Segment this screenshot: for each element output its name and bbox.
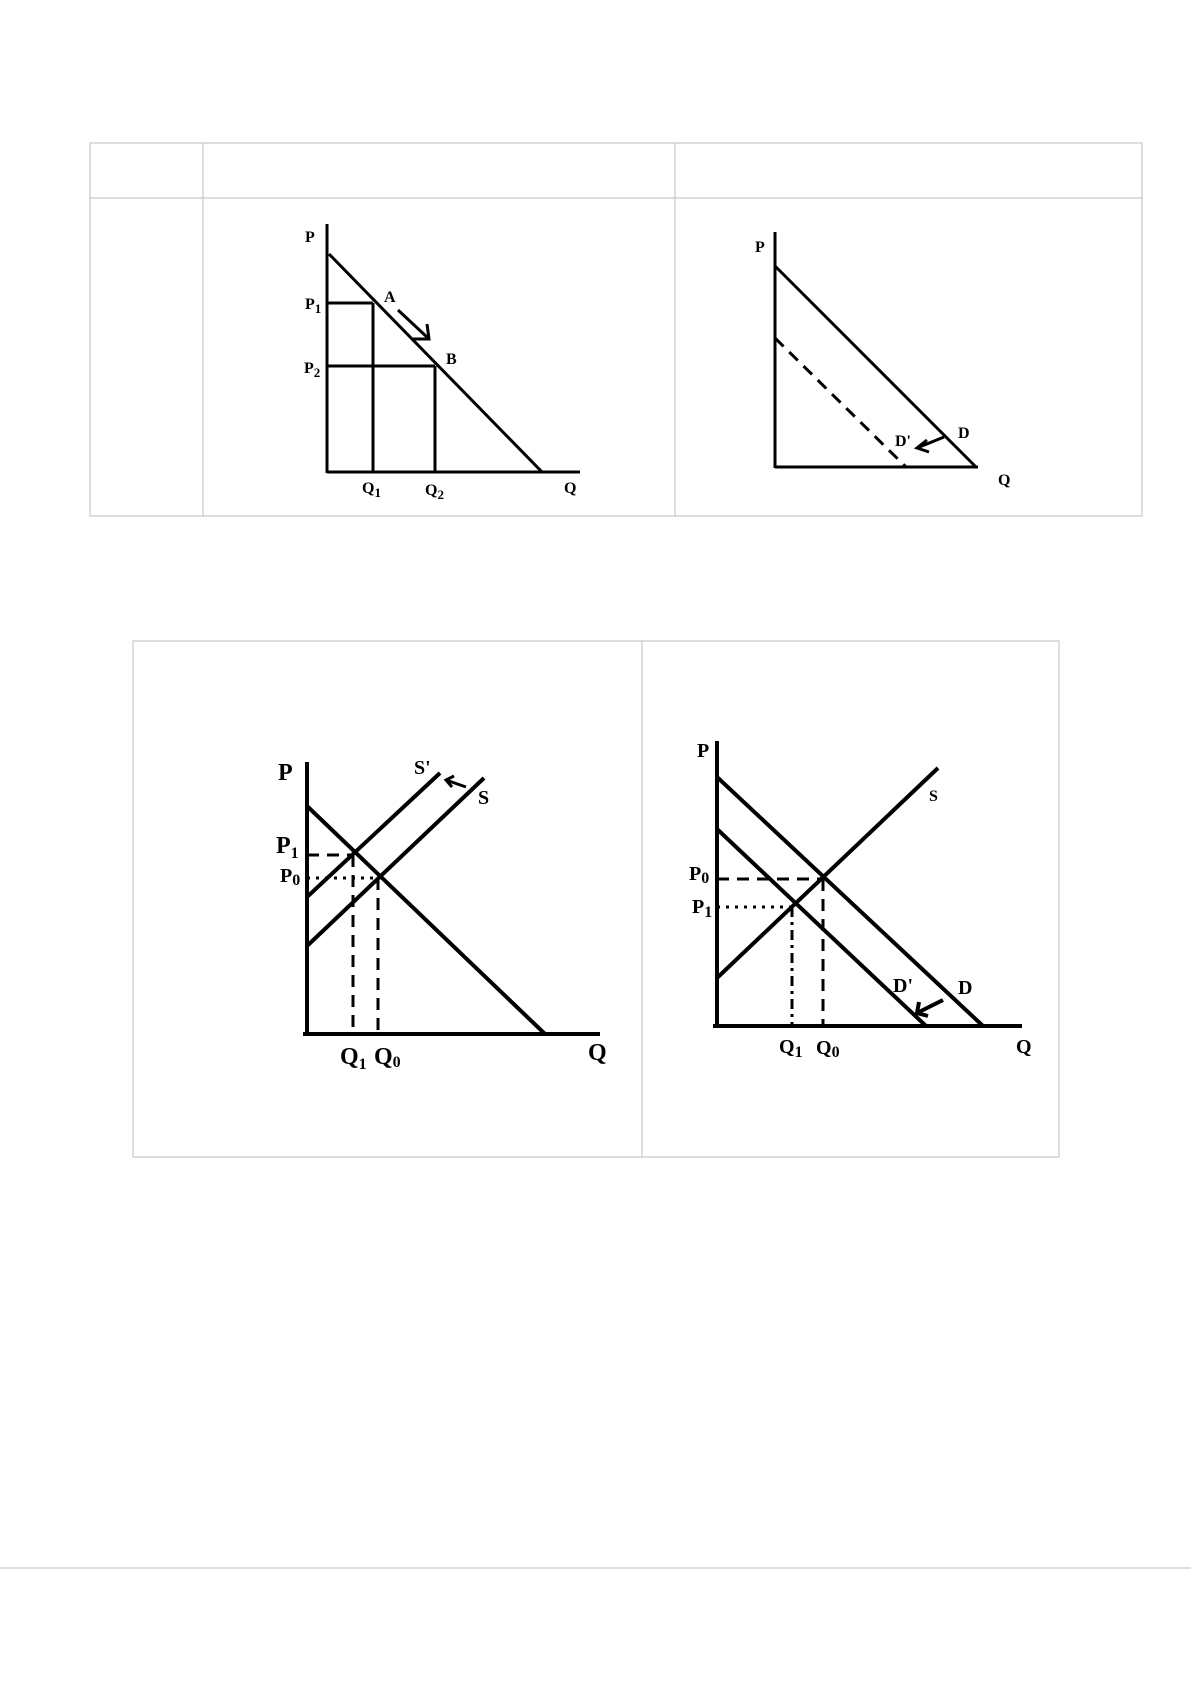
bottom-table-border	[133, 641, 1059, 1157]
shift-arrow	[917, 437, 944, 452]
s-prime-label: S'	[414, 757, 431, 779]
qty-1-label: $Q_1$	[340, 1044, 367, 1073]
x-axis-label: Q	[588, 1040, 607, 1066]
price-2-label: $P_2$	[304, 360, 321, 380]
diagram-demand-decrease-equilibrium	[689, 740, 1032, 1061]
price-1-label: $P_1$	[276, 833, 299, 862]
s-label: S	[929, 788, 938, 805]
diagram-movement-along-demand	[304, 224, 580, 502]
price-0-label: P0	[280, 865, 301, 889]
demand-curve	[307, 806, 545, 1034]
d-label: D	[958, 977, 973, 999]
y-axis-label: P	[278, 760, 293, 786]
qty-2-label: $Q_2$	[425, 482, 444, 502]
qty-1-label: $Q_1$	[779, 1036, 803, 1061]
shift-arrow	[446, 776, 466, 787]
s-label: S	[478, 787, 490, 809]
d-prime-label: D'	[895, 433, 911, 450]
diagram-supply-shift	[276, 757, 607, 1073]
supply-curve-s	[717, 768, 938, 978]
demand-curve-d-prime	[775, 338, 906, 467]
supply-curve-s	[307, 778, 484, 946]
bottom-table	[133, 641, 1059, 1157]
top-table	[90, 143, 1142, 516]
qty-1-label: $Q_1$	[362, 480, 381, 500]
y-axis-label: P	[697, 740, 710, 762]
y-axis-label: P	[755, 239, 765, 256]
d-label: D	[958, 425, 970, 442]
movement-arrow	[398, 310, 429, 339]
point-b-label: B	[446, 351, 457, 368]
y-axis-label: P	[305, 229, 315, 246]
qty-0-label: Q0	[374, 1044, 401, 1071]
price-0-label: P0	[689, 863, 710, 887]
x-axis-label: Q	[998, 472, 1011, 489]
x-axis-label: Q	[564, 480, 577, 497]
top-table-border	[90, 143, 1142, 516]
diagram-demand-shift	[755, 232, 1010, 489]
point-a-label: A	[384, 289, 396, 306]
x-axis-label: Q	[1016, 1036, 1032, 1058]
shift-arrow	[917, 1000, 943, 1016]
qty-0-label: Q0	[816, 1037, 840, 1061]
demand-curve-d	[717, 777, 983, 1026]
d-prime-label: D'	[893, 975, 913, 997]
price-1-label: $P_1$	[305, 296, 322, 316]
price-1-label: $P_1$	[692, 896, 713, 921]
